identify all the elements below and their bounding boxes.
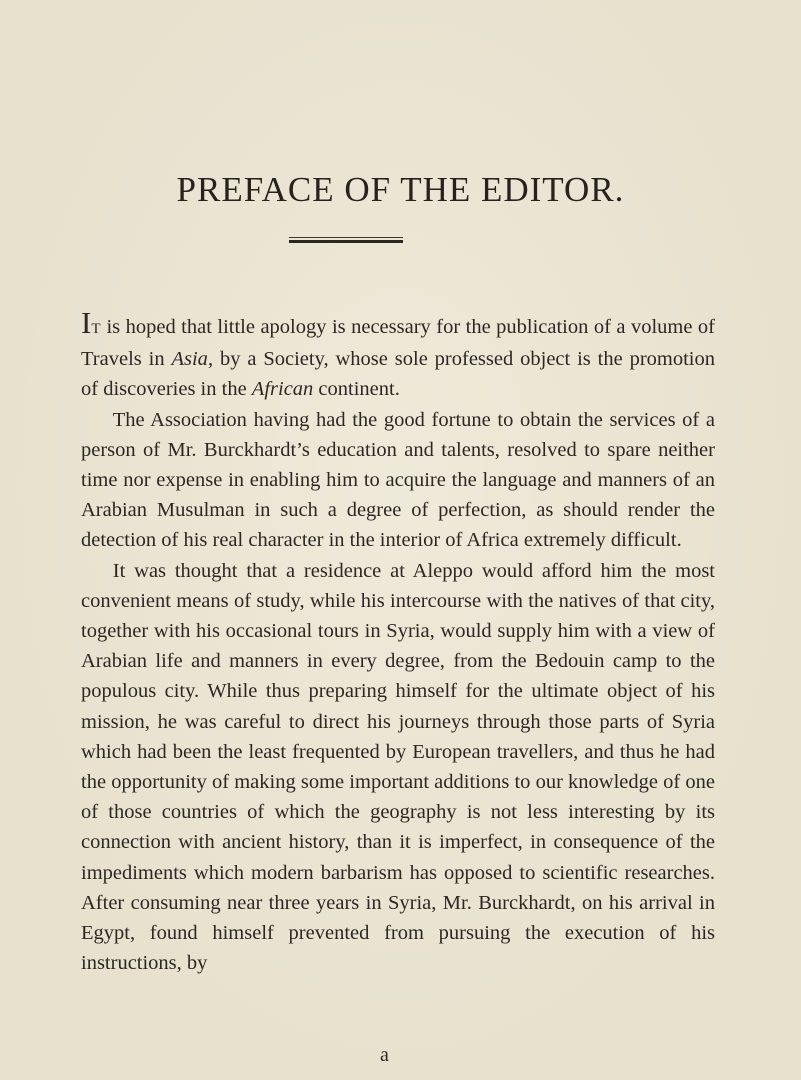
text-segment: The Association having had the good fortune to obtain the services of a person of Mr. Burckhardt’s education and talents, resolved to spare neither time nor expense in enabling him to acquire the language and manners of an Arabian Musulman in such a degree of perfection, as should render the detection of his real character in the interior of Africa extremely difficult. (81, 408, 715, 552)
text-segment: is hoped that little apology is necessary for the publication of a volume of Travels in (81, 316, 715, 371)
paragraph (81, 556, 715, 979)
rule-thick-line (289, 240, 403, 243)
title-rule (289, 237, 403, 243)
paragraph (81, 305, 716, 405)
preface-body (81, 305, 716, 978)
drop-cap-smallcaps: T (91, 321, 101, 337)
catchword: a (380, 1044, 389, 1066)
text-segment: continent. (313, 378, 400, 401)
text-segment: It was thought that a residence at Aleppo would afford him the most convenient means of study, while his intercourse with the natives of that city, together with his occasional tours in Syria, would supply him with a view of Arabian life and manners in every degree, from the Bedouin camp to the populous city. While thus preparing himself for the ultimate object of his mission, he was careful to direct his journeys through those parts of Syria which had been the least frequented by European travellers, and thus he had the opportunity of making some important additions to our knowledge of one of those countries of which the geography is not less interesting by its connection with ancient history, than it is imperfect, in consequence of the impediments which modern barbarism has opposed to scientific researches. After consuming near three years in Syria, Mr. Burckhardt, on his arrival in Egypt, found himself prevented from pursuing the execution of his instructions, by (81, 559, 715, 975)
italic-text: Asia (171, 348, 208, 371)
drop-cap: I (81, 305, 92, 340)
page-title: PREFACE OF THE EDITOR. (176, 170, 625, 209)
paragraph (81, 405, 715, 556)
rule-thin-line (289, 237, 403, 238)
text-segment: , by a Society, whose sole professed object is the promotion of discoveries in the (81, 348, 716, 401)
italic-text: African (251, 378, 314, 401)
